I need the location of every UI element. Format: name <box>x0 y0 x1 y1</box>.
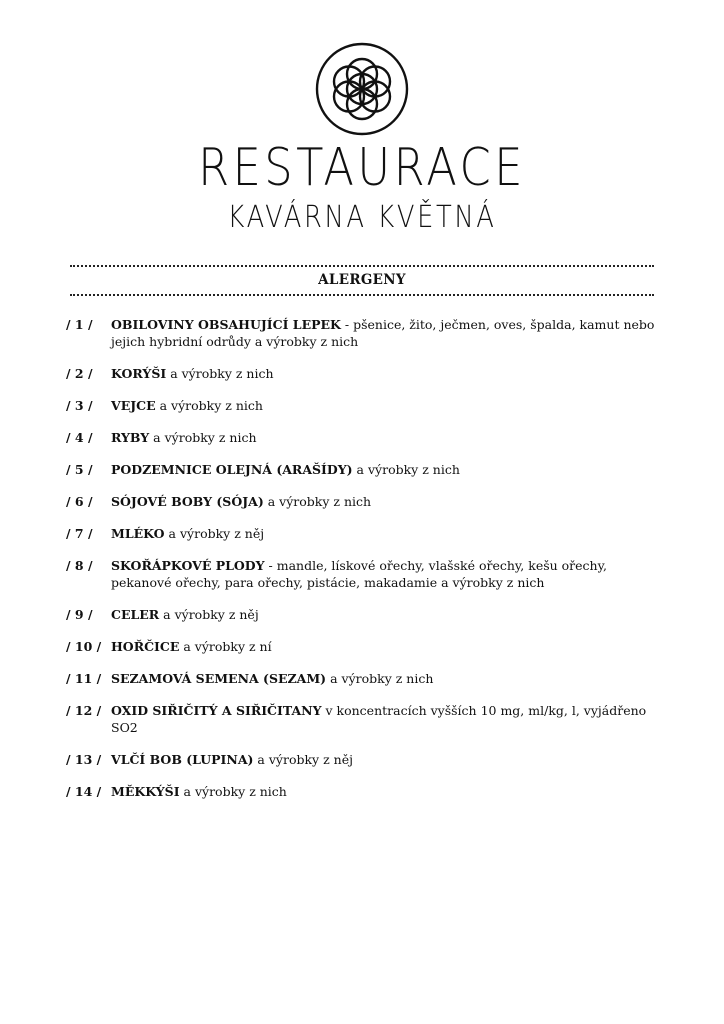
allergen-item <box>66 670 666 687</box>
allergen-description: a výrobky z něj <box>159 607 259 622</box>
section-heading: ALERGENY <box>318 272 406 288</box>
allergen-number: / 4 / <box>66 430 93 445</box>
allergen-number: / 14 / <box>66 784 102 799</box>
allergen-name: HOŘČICE <box>111 639 180 654</box>
allergen-number: / 9 / <box>66 607 93 622</box>
allergen-number: / 8 / <box>66 558 93 573</box>
allergen-item <box>66 525 666 542</box>
allergen-name: MĚKKÝŠI <box>111 784 180 799</box>
flower-of-life-icon <box>315 42 409 136</box>
allergen-number: / 11 / <box>66 671 102 686</box>
allergen-description: - pšenice, žito, ječmen, oves, špalda, kamut nebo jejich hybridní odrůdy a výrobky z nich <box>111 317 655 349</box>
allergen-description: a výrobky z ní <box>179 639 272 654</box>
allergen-name: KORÝŠI <box>111 366 167 381</box>
allergen-description: a výrobky z nich <box>155 398 263 413</box>
allergen-number: / 10 / <box>66 639 102 654</box>
allergen-name: VEJCE <box>111 398 156 413</box>
allergen-item <box>66 316 666 350</box>
allergen-item <box>66 397 666 414</box>
allergen-description: a výrobky z nich <box>149 430 257 445</box>
allergen-description: a výrobky z něj <box>253 752 353 767</box>
restaurant-subtitle: KAVÁRNA KVĚTNÁ <box>227 200 497 235</box>
allergen-item <box>66 606 666 623</box>
allergen-description: a výrobky z něj <box>164 526 265 541</box>
allergen-name: OBILOVINY OBSAHUJÍCÍ LEPEK <box>111 317 341 332</box>
allergen-item <box>66 493 666 510</box>
allergen-description: a výrobky z nich <box>352 462 460 477</box>
allergen-name: PODZEMNICE OLEJNÁ (ARAŠÍDY) <box>111 462 353 477</box>
allergen-description: - mandle, lískové ořechy, vlašské ořechy, kešu ořechy, pekanové ořechy, para ořechy, pistácie, makadamie a výrobky z nich <box>111 558 607 590</box>
allergen-item <box>66 783 666 800</box>
allergen-description: v koncentracích vyšších 10 mg, ml/kg, l, vyjádřeno SO2 <box>111 703 647 735</box>
allergen-item <box>66 429 666 446</box>
allergen-item <box>66 702 666 736</box>
allergen-description: a výrobky z nich <box>263 494 372 509</box>
allergen-description: a výrobky z nich <box>179 784 287 799</box>
restaurant-title: RESTAURACE <box>198 138 526 198</box>
allergen-description: a výrobky z nich <box>166 366 274 381</box>
allergen-item <box>66 751 666 768</box>
allergen-name: SKOŘÁPKOVÉ PLODY <box>111 558 265 573</box>
allergen-number: / 1 / <box>66 317 93 332</box>
allergen-number: / 12 / <box>66 703 102 718</box>
allergen-name: MLÉKO <box>111 526 165 541</box>
allergen-list <box>66 316 666 815</box>
allergen-item <box>66 557 666 591</box>
allergen-item <box>66 638 666 655</box>
dotted-divider-bottom <box>70 294 654 296</box>
dotted-divider-top <box>70 265 654 267</box>
allergen-number: / 7 / <box>66 526 93 541</box>
allergen-number: / 3 / <box>66 398 93 413</box>
allergen-number: / 6 / <box>66 494 93 509</box>
allergen-name: VLČÍ BOB (LUPINA) <box>111 752 254 767</box>
allergen-number: / 13 / <box>66 752 102 767</box>
allergen-name: SEZAMOVÁ SEMENA (SEZAM) <box>111 671 327 686</box>
allergen-name: SÓJOVÉ BOBY (SÓJA) <box>111 494 264 509</box>
allergen-description: a výrobky z nich <box>326 671 434 686</box>
allergen-name: CELER <box>111 607 160 622</box>
allergen-name: OXID SIŘIČITÝ A SIŘIČITANY <box>111 703 322 718</box>
allergen-item <box>66 461 666 478</box>
allergen-item <box>66 365 666 382</box>
allergen-number: / 2 / <box>66 366 93 381</box>
allergen-number: / 5 / <box>66 462 93 477</box>
allergen-name: RYBY <box>111 430 150 445</box>
